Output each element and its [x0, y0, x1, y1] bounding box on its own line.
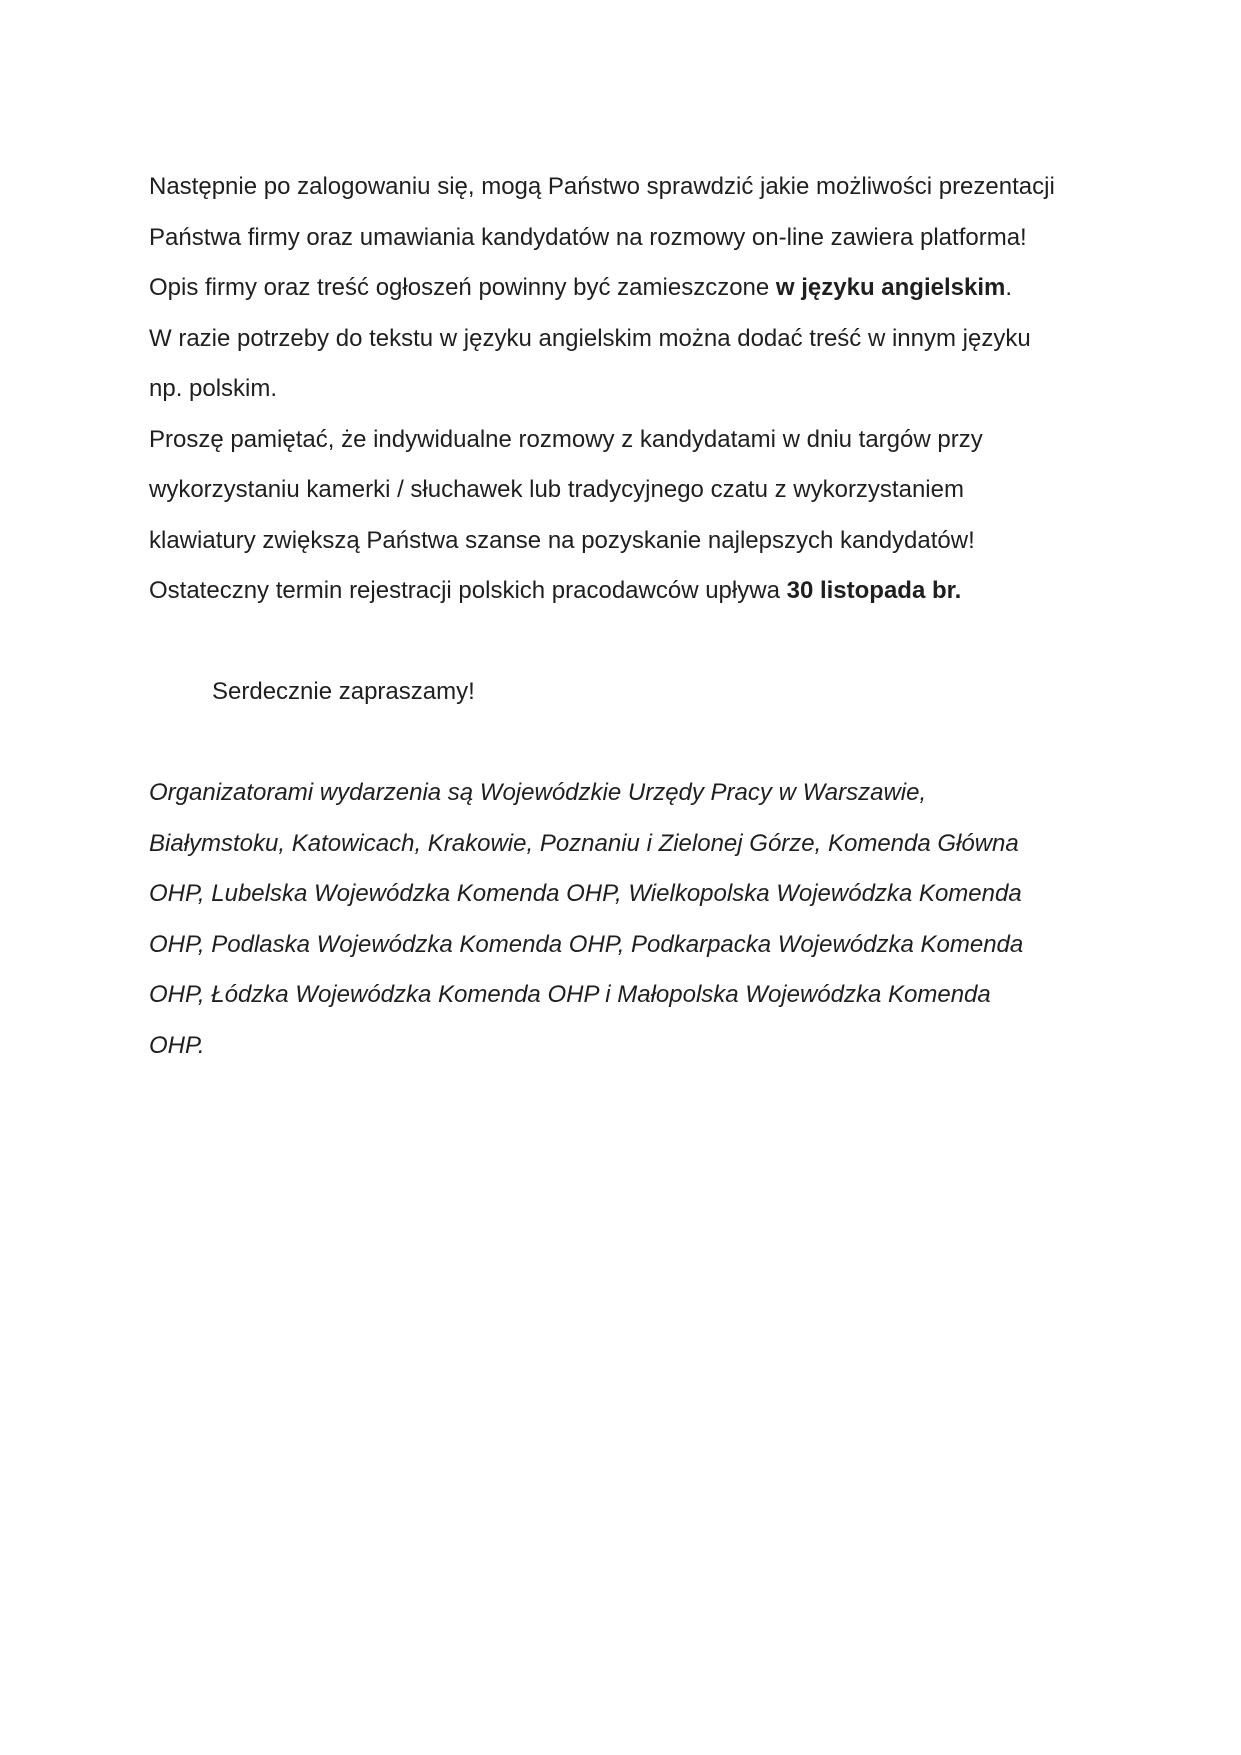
language-emphasis: w języku angielskim: [775, 274, 1006, 301]
closing-line: Serdecznie zapraszamy!: [212, 678, 475, 705]
text-line: Państwa firmy oraz umawiania kandydatów na rozmowy on-line zawiera platforma!: [149, 223, 1027, 251]
text-line: Opis firmy oraz treść ogłoszeń powinny być zamieszczone: [149, 274, 776, 301]
text-line: W razie potrzeby do tekstu w języku angielskim można dodać treść w innym języku: [149, 324, 1031, 352]
organizers-line: OHP, Łódzka Wojewódzka Komenda OHP i Małopolska Wojewódzka Komenda: [149, 981, 991, 1008]
organizers-line: Białymstoku, Katowicach, Krakowie, Poznaniu i Zielonej Górze, Komenda Główna: [149, 829, 1019, 857]
text-line: Następnie po zalogowaniu się, mogą Państwo sprawdzić jakie możliwości prezentacji: [149, 173, 1055, 200]
text-line: Ostateczny termin rejestracji polskich pracodawców upływa: [149, 577, 787, 604]
organizers-paragraph: [149, 768, 1109, 1071]
organizers-line: OHP, Podlaska Wojewódzka Komenda OHP, Podkarpacka Wojewódzka Komenda: [149, 930, 1024, 958]
deadline-emphasis: 30 listopada br.: [786, 577, 962, 604]
text-line: np. polskim.: [149, 375, 278, 402]
text-line: wykorzystaniu kamerki / słuchawek lub tradycyjnego czatu z wykorzystaniem: [149, 476, 964, 503]
text-line: .: [1005, 274, 1013, 301]
text-line: Proszę pamiętać, że indywidualne rozmowy z kandydatami w dniu targów przy: [149, 425, 983, 453]
organizers-line: OHP.: [149, 1031, 205, 1059]
main-paragraph: [149, 162, 1109, 617]
organizers-line: Organizatorami wydarzenia są Wojewódzkie Urzędy Pracy w Warszawie,: [149, 779, 927, 806]
document-content: [149, 162, 1109, 1071]
text-line: klawiatury zwiększą Państwa szanse na pozyskanie najlepszych kandydatów!: [149, 526, 975, 554]
organizers-line: OHP, Lubelska Wojewódzka Komenda OHP, Wielkopolska Wojewódzka Komenda: [149, 880, 1022, 907]
